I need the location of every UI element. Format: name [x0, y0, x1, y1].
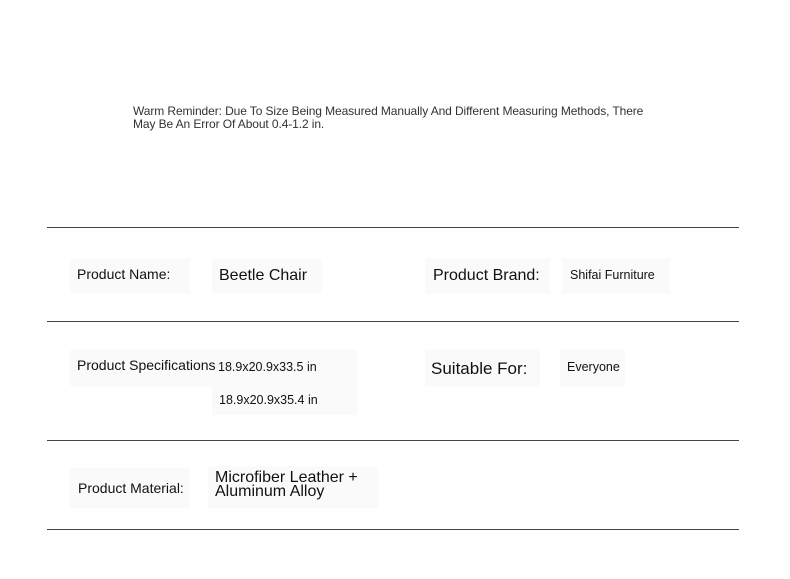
divider-row-1	[47, 321, 739, 322]
suitable-for-label: Suitable For:	[431, 359, 528, 378]
specification-value-1: 18.9x20.9x33.5 in	[218, 360, 317, 374]
product-specifications-label: Product Specifications	[77, 357, 216, 373]
divider-top	[47, 227, 739, 228]
product-material-label: Product Material:	[78, 480, 184, 496]
product-name-value: Beetle Chair	[219, 267, 308, 284]
product-brand-value: Shifai Furniture	[570, 268, 655, 282]
product-brand-label: Product Brand:	[433, 267, 540, 284]
specification-value-2: 18.9x20.9x35.4 in	[219, 393, 318, 407]
suitable-for-value: Everyone	[567, 360, 620, 374]
divider-bottom	[47, 529, 739, 530]
product-material-value: Microfiber Leather + Aluminum Alloy	[215, 469, 358, 500]
product-name-label: Product Name:	[77, 266, 171, 282]
divider-row-2	[47, 440, 739, 441]
size-reminder: Warm Reminder: Due To Size Being Measured Manually And Different Measuring Methods, There May Be An Error Of About 0.4-1.2 in.	[133, 104, 644, 131]
